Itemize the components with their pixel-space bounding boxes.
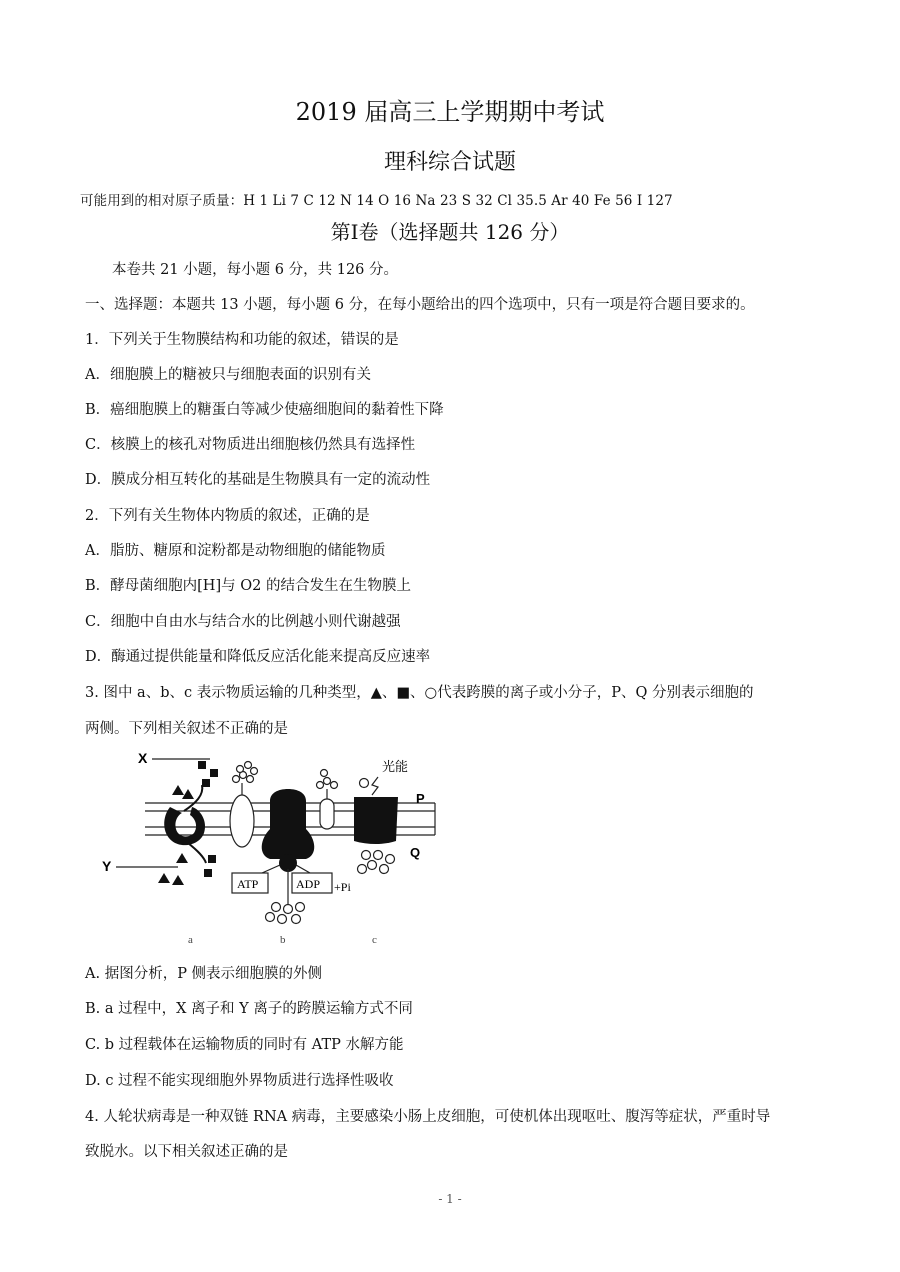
- glycoprotein-2: [317, 770, 338, 830]
- q3-stem-line1: 3. 图中 a、b、c 表示物质运输的几种类型，▲、■、○代表跨膜的离子或小分子，P、Q 分别表示细胞的: [85, 685, 754, 701]
- label-light: 光能: [382, 759, 409, 774]
- part-one-heading: 一、选择题：本题共 13 小题，每小题 6 分，在每小题给出的四个选项中，只有一项是符合题目要求的。: [85, 297, 755, 313]
- q1-option-d: D．膜成分相互转化的基础是生物膜具有一定的流动性: [85, 472, 431, 488]
- section-title: 第Ⅰ卷（选择题共 126 分）: [330, 220, 570, 244]
- q4-stem-line2: 致脱水。以下相关叙述正确的是: [85, 1144, 288, 1160]
- q1-option-a: A．细胞膜上的糖被只与细胞表面的识别有关: [85, 367, 371, 383]
- q3-option-b: B. a 过程中，X 离子和 Y 离子的跨膜运输方式不同: [85, 1001, 413, 1017]
- label-pi: +Pi: [334, 880, 351, 894]
- carrier-c: [354, 797, 398, 844]
- q3-option-c: C. b 过程载体在运输物质的同时有 ATP 水解方能: [85, 1037, 404, 1053]
- label-x: X: [138, 750, 148, 766]
- atomic-masses: 可能用到的相对原子质量：H 1 Li 7 C 12 N 14 O 16 Na 23 S 32 Cl 35.5 Ar 40 Fe 56 I 127: [80, 193, 673, 209]
- circle-molecules-c-bottom: [358, 851, 395, 874]
- label-c: c: [372, 934, 377, 946]
- intro-note: 本卷共 21 小题，每小题 6 分，共 126 分。: [112, 262, 399, 278]
- circle-molecules-b: [266, 903, 305, 924]
- q1-option-c: C．核膜上的核孔对物质进出细胞核仍然具有选择性: [85, 437, 416, 453]
- q3-option-a: A. 据图分析，P 侧表示细胞膜的外侧: [85, 966, 323, 982]
- label-y: Y: [102, 858, 112, 874]
- label-q: Q: [410, 845, 421, 860]
- glycoprotein-1: [230, 762, 258, 848]
- q2-option-d: D．酶通过提供能量和降低反应活化能来提高反应速率: [85, 649, 431, 665]
- q1-stem: 1．下列关于生物膜结构和功能的叙述，错误的是: [85, 332, 399, 348]
- label-a: a: [188, 934, 193, 946]
- q1-option-b: B．癌细胞膜上的糖蛋白等减少使癌细胞间的黏着性下降: [85, 402, 444, 418]
- q4-stem-line1: 4. 人轮状病毒是一种双链 RNA 病毒，主要感染小肠上皮细胞，可使机体出现呕吐、腹泻等症状，严重时导: [85, 1109, 771, 1125]
- q2-option-c: C．细胞中自由水与结合水的比例越小则代谢越强: [85, 614, 401, 630]
- membrane-transport-diagram: [100, 745, 445, 950]
- q3-stem-line2: 两侧。下列相关叙述不正确的是: [85, 721, 288, 737]
- q2-stem: 2．下列有关生物体内物质的叙述，正确的是: [85, 508, 370, 524]
- label-atp: ATP: [237, 877, 259, 891]
- q2-option-b: B．酵母菌细胞内[H]与 O2 的结合发生在生物膜上: [85, 578, 411, 594]
- page-number: - 1 -: [438, 1192, 462, 1206]
- circle-molecules-c-top: [360, 779, 369, 788]
- q2-option-a: A．脂肪、糖原和淀粉都是动物细胞的储能物质: [85, 543, 386, 559]
- label-b: b: [280, 934, 286, 946]
- exam-subtitle: 理科综合试题: [383, 150, 516, 175]
- label-p: P: [416, 791, 425, 806]
- q3-option-d: D. c 过程不能实现细胞外界物质进行选择性吸收: [85, 1073, 394, 1089]
- exam-title: 2019 届高三上学期期中考试: [295, 98, 605, 126]
- label-adp: ADP: [296, 877, 321, 891]
